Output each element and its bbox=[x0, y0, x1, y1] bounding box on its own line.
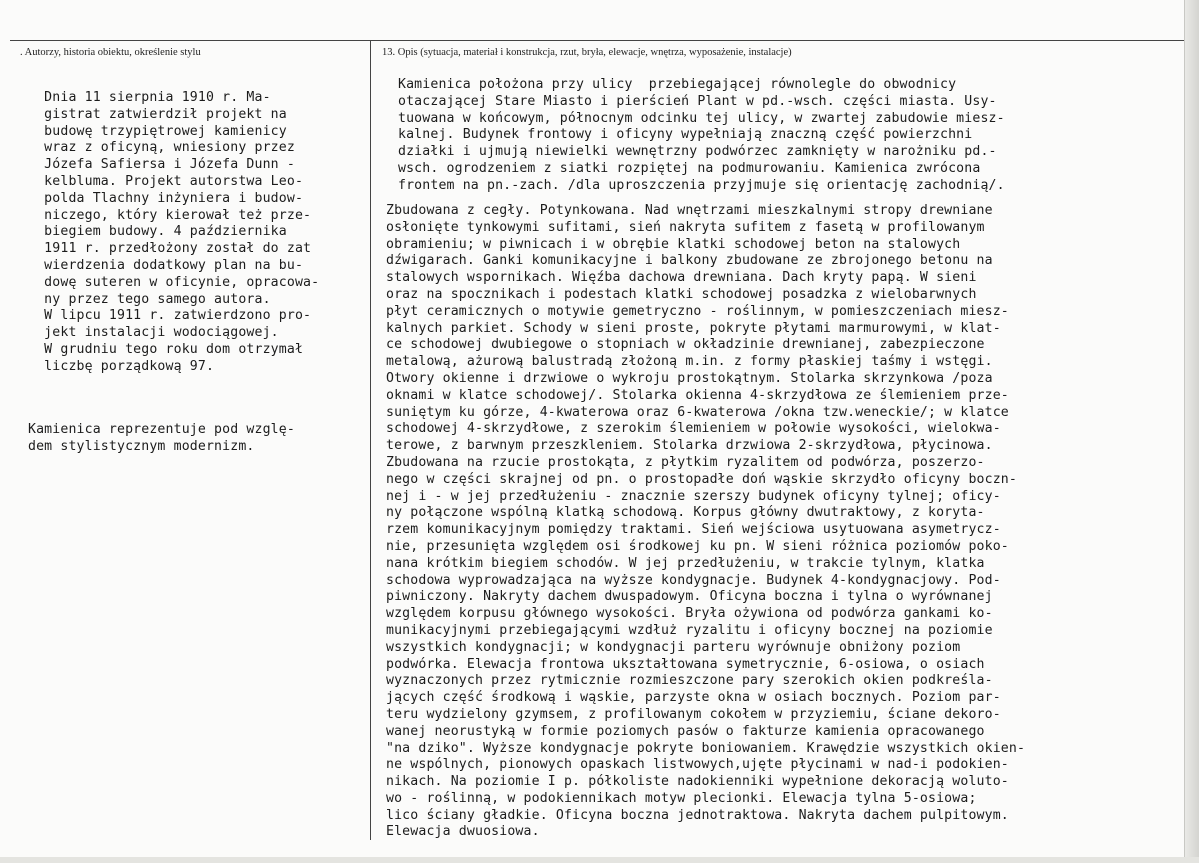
style-line: dem stylistycznym modernizm. bbox=[28, 438, 255, 454]
situation-line: frontem na pn.-zach. /dla uproszczenia przyjmuje się orientację zachodnią/. bbox=[398, 177, 1005, 193]
history-line: W lipcu 1911 r. zatwierdzono pro- bbox=[28, 308, 312, 324]
description-line: wanej neorustyką w formie poziomych pasów o fakturze kamienia opracowanego bbox=[386, 723, 985, 739]
header-rule bbox=[10, 40, 1184, 41]
situation-line: Kamienica położona przy ulicy przebiegającej równolegle do obwodnicy bbox=[398, 77, 957, 92]
description-line: stalowych wspornikach. Więźba dachowa drewniana. Dach kryty papą. W sieni bbox=[386, 270, 977, 286]
description-line: rzem komunikacyjnym pomiędzy traktami. Sień wejściowa usytuowana asymetrycz- bbox=[386, 522, 1001, 538]
history-line: dowę suteren w oficynie, opracowa- bbox=[28, 274, 320, 290]
description-line: podwórka. Elewacja frontowa ukształtowana symetrycznie, 6-osiowa, o osiach bbox=[386, 656, 985, 672]
description-line: metalową, ażurową balustradą złożoną m.in. z formy płaskiej taśmy i wstęgi. bbox=[386, 354, 993, 370]
history-line: kelbluma. Projekt autorstwa Leo- bbox=[28, 173, 304, 189]
history-text bbox=[28, 90, 319, 376]
description-line: oraz na spocznikach i podestach klatki schodowej posadzka z wielobarwnych bbox=[386, 286, 977, 302]
description-line: wszystkich kondygnacji; w kondygnacji parteru wyrównuje obniżony poziom bbox=[386, 639, 961, 655]
description-line: nana krótkim biegiem schodów. W jej przedłużeniu, w trakcie tylnym, klatka bbox=[386, 555, 985, 571]
description-line: Elewacja dwuosiowa. bbox=[386, 824, 540, 840]
column-divider bbox=[370, 40, 371, 840]
description-line: nie, przesunięta względem osi środkowej ku pn. W sieni różnica poziomów poko- bbox=[386, 538, 1009, 554]
situation-line: działki i ujmują niewielki wewnętrzny podwórzec zamknięty w narożniku pd.- bbox=[398, 144, 997, 160]
history-line: ny przez tego samego autora. bbox=[28, 291, 271, 307]
description-line: ny połączone wspólną klatką schodową. Korpus główny dwutraktowy, z koryta- bbox=[386, 505, 985, 521]
scan-edge-right bbox=[1184, 0, 1199, 863]
history-line: 1911 r. przedłożony został do zat bbox=[28, 241, 312, 257]
description-line: oknami w klatce schodowej/. Stolarka okienna 4-skrzydłowa ze ślemieniem prze- bbox=[386, 387, 1009, 403]
situation-line: otaczającej Stare Miasto i pierścień Plant w pd.-wsch. części miasta. Usy- bbox=[398, 93, 997, 109]
situation-line: kalnej. Budynek frontowy i oficyny wypełniają znaczną część powierzchni bbox=[398, 127, 973, 143]
description-text bbox=[386, 203, 1025, 841]
history-line: budowę trzypiętrowej kamienicy bbox=[28, 123, 287, 139]
description-line: nej i - w jej przedłużeniu - znacznie szerszy budynek oficyny tylnej; oficy- bbox=[386, 488, 1001, 504]
description-line: munikacyjnymi przebiegającymi wzdłuż ryzalitu i oficyny bocznej na poziomie bbox=[386, 622, 993, 638]
history-line: wierdzenia dodatkowy plan na bu- bbox=[28, 257, 304, 273]
style-text bbox=[28, 422, 295, 456]
description-line: płyt ceramicznych o motywie gemetryczno - roślinnym, w pomieszczeniach miesz- bbox=[386, 303, 1009, 319]
history-line: polda Tlachny inżyniera i budow- bbox=[28, 190, 304, 206]
left-column-header: . Autorzy, historia obiektu, określenie stylu bbox=[20, 47, 201, 58]
situation-line: tuowana w końcowym, północnym odcinku tej ulicy, w zwartej zabudowie miesz- bbox=[398, 110, 1005, 126]
description-line: Zbudowana na rzucie prostokąta, z płytkim ryzalitem od podwórza, poszerzo- bbox=[386, 454, 985, 470]
history-line: biegiem budowy. 4 października bbox=[28, 224, 287, 240]
description-line: Zbudowana z cegły. Potynkowana. Nad wnętrzami mieszkalnymi stropy drewniane bbox=[386, 203, 993, 218]
description-line: schodowa wyprowadzająca na wyższe kondygnacje. Budynek 4-kondygnacjowy. Pod- bbox=[386, 572, 1001, 588]
style-line: Kamienica reprezentuje pod wzglę- bbox=[28, 422, 295, 437]
history-line: W grudniu tego roku dom otrzymał bbox=[28, 341, 304, 357]
description-line: piwniczony. Nakryty dachem dwuspadowym. Oficyna boczna i tylna o wyrównanej bbox=[386, 589, 993, 605]
description-line: wyznaczonych przez rytmicznie rozmieszczone pary szerokich okien podkreśla- bbox=[386, 673, 993, 689]
description-line: teru wydzielony gzymsem, z profilowanym cokołem w przyziemiu, ściane dekoro- bbox=[386, 706, 1001, 722]
description-line: względem korpusu głównego wysokości. Bryła ożywiona od podwórza gankami ko- bbox=[386, 606, 993, 622]
description-line: dźwigarach. Ganki komunikacyjne i balkony zbudowane ze zbrojonego betonu na bbox=[386, 253, 993, 269]
situation-line: wsch. ogrodzeniem z siatki rozpiętej na podmurowaniu. Kamienica zwrócona bbox=[398, 160, 981, 176]
right-column-header: 13. Opis (sytuacja, materiał i konstrukcja, rzut, bryła, elewacje, wnętrza, wyposażenie, instalacje) bbox=[382, 47, 792, 58]
description-line: ne wspólnych, pionowych opaskach listwowych,ujęte płycinami w nad-i podokien- bbox=[386, 757, 1009, 773]
description-line: terowe, z barwnym przeszkleniem. Stolarka drzwiowa 2-skrzydłowa, płycinowa. bbox=[386, 438, 993, 454]
description-line: nego w części skrajnej od pn. o prostopadłe doń wąskie skrzydło oficyny boczn- bbox=[386, 471, 1017, 487]
history-line: Józefa Safiersa i Józefa Dunn - bbox=[28, 157, 295, 173]
history-line: gistrat zatwierdził projekt na bbox=[28, 106, 287, 122]
description-line: lico ściany gładkie. Oficyna boczna jednotraktowa. Nakryta dachem pulpitowym. bbox=[386, 807, 1009, 823]
description-line: nikach. Na poziomie I p. półkoliste nadokienniki wypełnione dekoracją woluto- bbox=[386, 774, 1009, 790]
history-line: jekt instalacji wodociągowej. bbox=[28, 325, 279, 341]
description-line: Otwory okienne i drzwiowe o wykroju prostokątnym. Stolarka skrzynkowa /poza bbox=[386, 370, 993, 386]
description-line: wo - roślinną, w podokiennikach motyw plecionki. Elewacja tylna 5-osiowa; bbox=[386, 790, 977, 806]
history-line: niczego, który kierował też prze- bbox=[28, 207, 312, 223]
description-line: jących część środkową i wąskie, parzyste okna w osiach bocznych. Poziom par- bbox=[386, 690, 1001, 706]
description-line: "na dziko". Wyższe kondygnacje pokryte boniowaniem. Krawędzie wszystkich okien- bbox=[386, 740, 1026, 756]
scan-edge-bottom bbox=[0, 857, 1199, 863]
history-line: liczbę porządkową 97. bbox=[28, 358, 215, 374]
description-line: schodowej 4-skrzydłowe, z szerokim ślemieniem w połowie wysokości, wielokwa- bbox=[386, 421, 1001, 437]
description-line: obramieniu; w piwnicach i w obrębie klatki schodowej beton na stalowych bbox=[386, 236, 961, 252]
description-line: kalnych parkiet. Schody w sieni proste, pokryte płytami marmurowymi, w klat- bbox=[386, 320, 1001, 336]
description-line: ce schodowej dwubiegowe o stopniach w okładzinie drewnianej, zabezpieczone bbox=[386, 337, 985, 353]
history-line: Dnia 11 sierpnia 1910 r. Ma- bbox=[28, 90, 271, 105]
description-line: osłonięte tynkowymi sufitami, sień nakryta sufitem z fasetą w profilowanym bbox=[386, 219, 985, 235]
history-line: wraz z oficyną, wniesiony przez bbox=[28, 140, 295, 156]
situation-text bbox=[398, 77, 1005, 195]
description-line: suniętym ku górze, 4-kwaterowa oraz 6-kwaterowa /okna tzw.weneckie/; w klatce bbox=[386, 404, 1009, 420]
